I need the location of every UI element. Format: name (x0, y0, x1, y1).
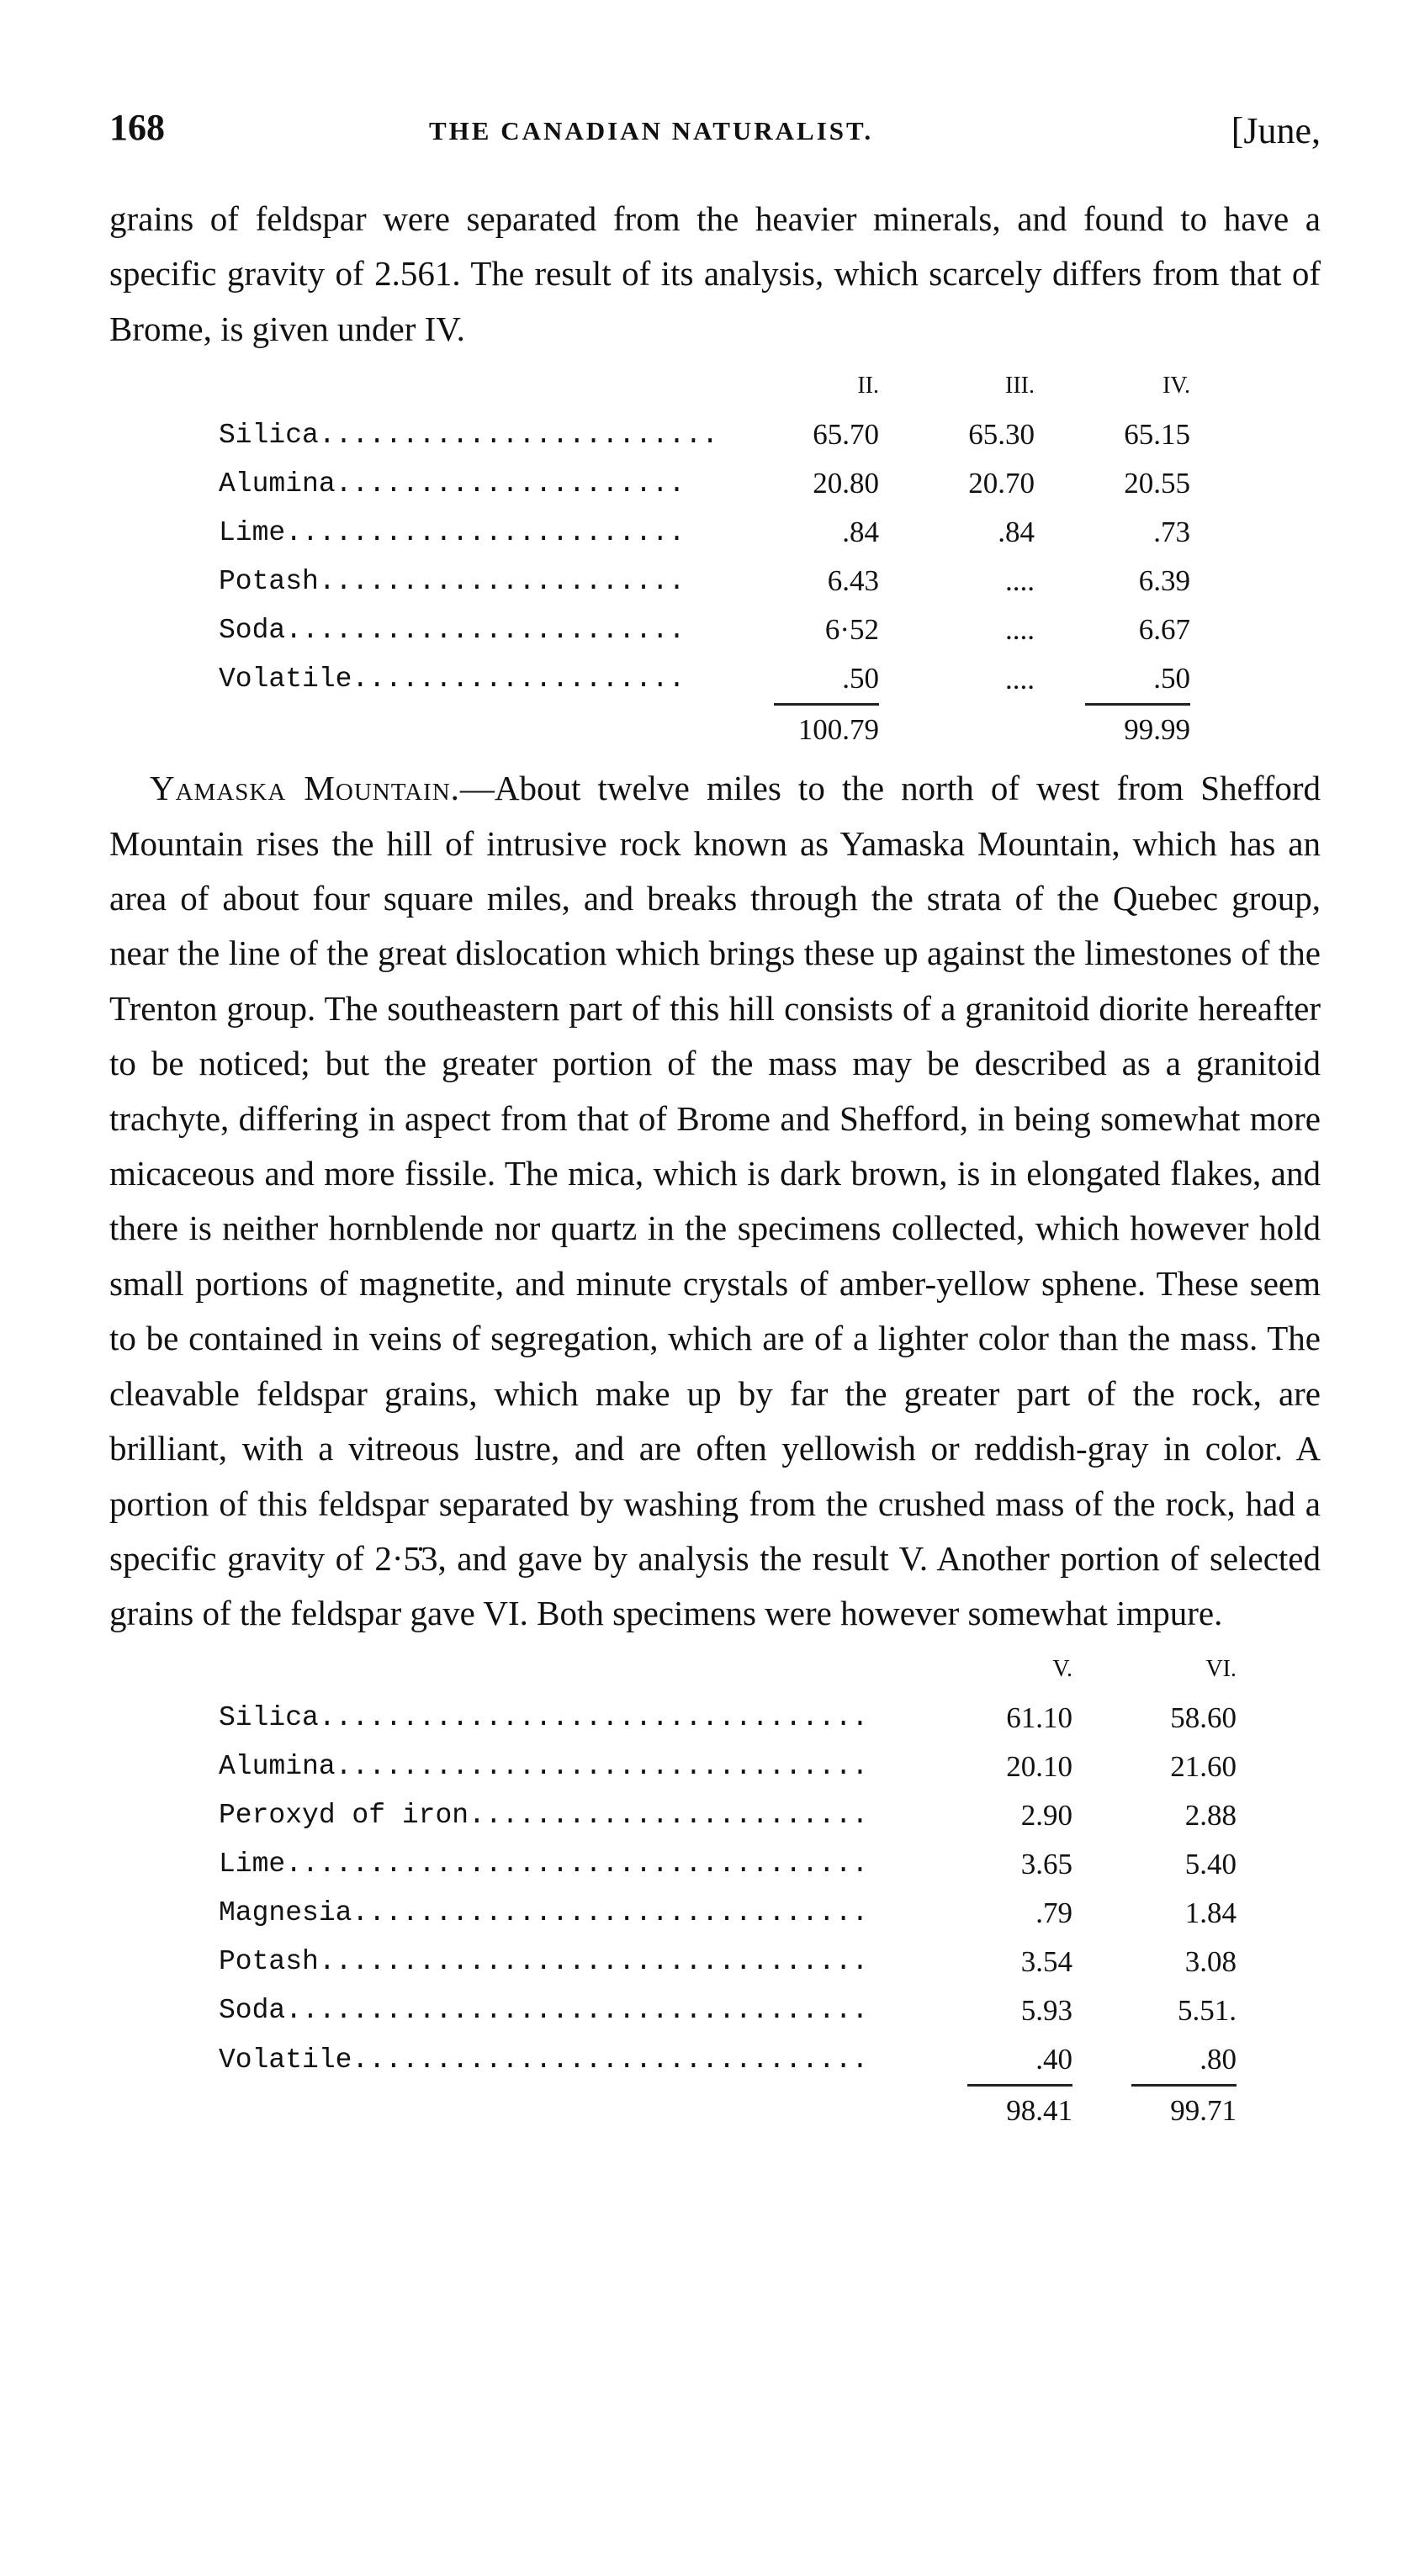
table-row (219, 2035, 1237, 2086)
table-header-row (219, 1645, 1237, 1694)
analysis-table-v-vi (219, 1645, 1237, 2135)
totals-row (219, 2085, 1237, 2135)
book-page (109, 106, 1321, 2135)
value-ii: 20.80 (813, 467, 879, 500)
column-header: II. (857, 373, 879, 399)
value-iii: 65.30 (968, 418, 1035, 452)
paragraph-continuation: grains of feldspar were separated from the heavier minerals, and found to have a specific gravity of 2.561. The result of its analysis, which scarcely differs from that of Brome, is given under IV. (109, 199, 1321, 348)
row-label: Potash................................. (219, 1946, 869, 1978)
column-header: V. (1052, 1655, 1072, 1682)
row-label: Magnesia............................... (219, 1897, 869, 1929)
total-ii: 100.79 (774, 705, 879, 755)
totals-row (219, 705, 1190, 755)
table-row (219, 1889, 1237, 1938)
paragraph-body: —About twelve miles to the north of west from Shefford Mountain rises the hill of intrusive rock known as Yamaska Mountain, which has an area of about four square miles, and breaks through the strata of the Quebec group, near the line of the great dislocation which brings these up against the limestones of the Trenton group. The southeastern part of this hill consists of a granitoid diorite hereafter to be noticed; but the greater portion of the mass may be described as a granitoid trachyte, differing in aspect from that of Brome and Shefford, in being somewhat more micaceous and more fissile. The mica, which is dark brown, is in elongated flakes, and there is neither hornblende nor quartz in the specimens collected, which however hold small portions of magnetite, and minute crystals of amber-yellow sphene. These seem to be contained in veins of segregation, which are of a lighter color than the mass. The cleavable feldspar grains, which make up by far the greater part of the rock, are brilliant, with a vitreous lustre, and are often yellowish or reddish-gray in color. A portion of this feldspar separated by washing from the crushed mass of the rock, had a specific gravity of 2·5̇3, and gave by analysis the result V. Another portion of selected grains of the feldspar gave VI. Both specimens were however somewhat impure. (109, 769, 1321, 1633)
row-label: Silica................................. (219, 1702, 869, 1734)
table-row (219, 1938, 1237, 1986)
analysis-table-ii-iv (219, 362, 1190, 754)
value-iv: 65.15 (1124, 418, 1190, 452)
value-vi: 5.51. (1178, 1993, 1237, 2027)
table-row (219, 459, 1190, 508)
row-label: Soda........................ (219, 614, 686, 646)
row-label: Lime................................... (219, 1849, 869, 1880)
table-row (219, 654, 1190, 705)
page-header (109, 106, 1321, 173)
running-title: THE CANADIAN NATURALIST. (429, 116, 874, 145)
value-ii: 6·52 (824, 613, 879, 647)
table-header-row (219, 362, 1190, 410)
value-ii: 65.70 (813, 418, 879, 452)
row-label: Alumina..................... (219, 468, 686, 500)
value-v: 20.10 (1006, 1749, 1072, 1783)
value-v: 5.93 (1020, 1993, 1072, 2027)
value-v: 3.54 (1020, 1944, 1072, 1978)
row-label: Lime........................ (219, 516, 686, 548)
value-vi: 5.40 (1184, 1847, 1237, 1880)
table-row (219, 1840, 1237, 1889)
value-v: .40 (1035, 2042, 1072, 2076)
paragraph-yamaska (109, 761, 1321, 1642)
value-iii: .... (1005, 662, 1035, 696)
column-header: IV. (1162, 373, 1190, 399)
row-label: Soda................................... (219, 1995, 869, 2027)
value-vi: 1.84 (1184, 1896, 1237, 1929)
value-vi: 21.60 (1170, 1749, 1237, 1783)
value-iii: 20.70 (968, 467, 1035, 500)
value-iii: .84 (998, 516, 1035, 549)
row-label: Alumina................................ (219, 1751, 869, 1783)
row-label: Potash...................... (219, 565, 686, 597)
total-iv: 99.99 (1085, 705, 1190, 755)
table-row (219, 1791, 1237, 1840)
value-ii: .50 (842, 662, 879, 696)
value-vi: 2.88 (1184, 1798, 1237, 1832)
issue-date: [June, (1231, 110, 1321, 151)
value-vi: 3.08 (1184, 1944, 1237, 1978)
value-ii: .84 (842, 516, 879, 549)
section-heading: Yamaska Mountain. (150, 769, 460, 808)
value-iv: 6.67 (1138, 613, 1190, 647)
value-iii: .... (1005, 564, 1035, 598)
table-row (219, 1743, 1237, 1791)
row-label: Volatile............................... (219, 2044, 869, 2076)
value-iii: .... (1005, 613, 1035, 647)
column-header: VI. (1205, 1655, 1237, 1682)
value-iv: 6.39 (1138, 564, 1190, 598)
row-label: Peroxyd of iron........................ (219, 1800, 869, 1832)
value-vi: .80 (1200, 2042, 1237, 2076)
table-row (219, 508, 1190, 557)
value-v: 61.10 (1006, 1701, 1072, 1734)
value-iv: .50 (1153, 662, 1190, 696)
row-label: Silica........................ (219, 419, 719, 451)
value-v: .79 (1035, 1896, 1072, 1929)
table-row (219, 410, 1190, 459)
table-row (219, 606, 1190, 654)
value-vi: 58.60 (1170, 1701, 1237, 1734)
total-iii (929, 705, 1035, 755)
value-iv: .73 (1153, 516, 1190, 549)
total-vi: 99.71 (1131, 2085, 1237, 2135)
value-v: 2.90 (1020, 1798, 1072, 1832)
page-number: 168 (109, 107, 165, 148)
table-row (219, 557, 1190, 606)
value-v: 3.65 (1020, 1847, 1072, 1880)
value-iv: 20.55 (1124, 467, 1190, 500)
table-row (219, 1694, 1237, 1743)
table-row (219, 1986, 1237, 2035)
column-header: III. (1005, 373, 1035, 399)
total-v: 98.41 (967, 2085, 1072, 2135)
value-ii: 6.43 (827, 564, 879, 598)
row-label: Volatile.................... (219, 664, 686, 696)
